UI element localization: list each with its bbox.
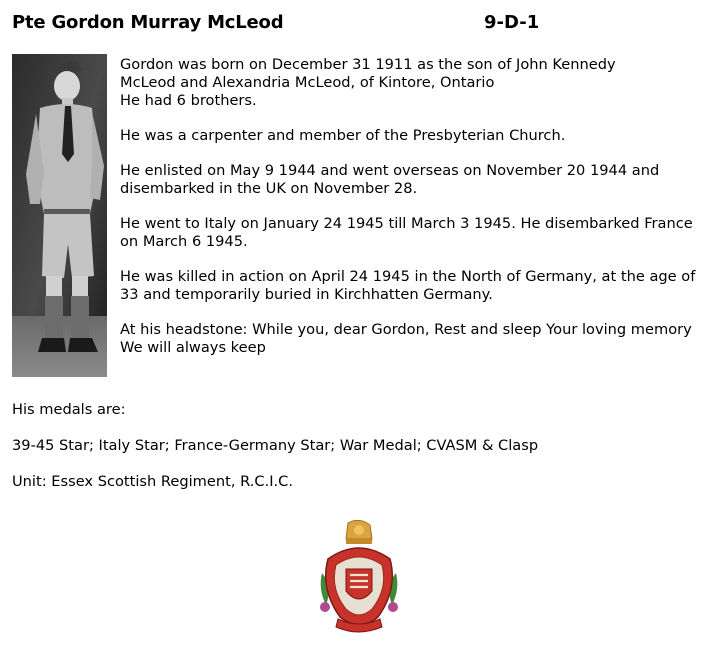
- medals-list: 39-45 Star; Italy Star; France-Germany Star; War Medal; CVASM & Clasp: [12, 437, 539, 454]
- soldier-portrait-photo: [12, 54, 107, 377]
- enlisted-paragraph: He enlisted on May 9 1944 and went overseas on November 20 1944 and disembarked in the UK on November 28.: [120, 162, 660, 197]
- killed-paragraph: He was killed in action on April 24 1945 in the North of Germany, at the age of 33 and temporarily buried in Kirchhatten Germany.: [120, 268, 696, 303]
- soldier-name-heading: Pte Gordon Murray McLeod: [12, 12, 284, 33]
- italy-paragraph: He went to Italy on January 24 1945 till March 3 1945. He disembarked France on March 6 1945.: [120, 215, 693, 250]
- biography-text: [120, 56, 708, 374]
- unit-line: Unit: Essex Scottish Regiment, R.C.I.C.: [12, 473, 293, 490]
- birth-line-1: Gordon was born on December 31 1911 as the son of John Kennedy: [120, 56, 616, 73]
- regiment-crest-icon: [316, 519, 402, 637]
- birth-paragraph: [120, 56, 708, 110]
- medals-heading: His medals are:: [12, 401, 126, 418]
- headstone-paragraph: At his headstone: While you, dear Gordon, Rest and sleep Your loving memory We will always keep: [120, 321, 692, 356]
- grave-reference: 9-D-1: [484, 12, 540, 33]
- occupation-paragraph: He was a carpenter and member of the Presbyterian Church.: [120, 127, 566, 144]
- brothers-line: He had 6 brothers.: [120, 92, 257, 109]
- birth-line-2: McLeod and Alexandria McLeod, of Kintore, Ontario: [120, 74, 495, 91]
